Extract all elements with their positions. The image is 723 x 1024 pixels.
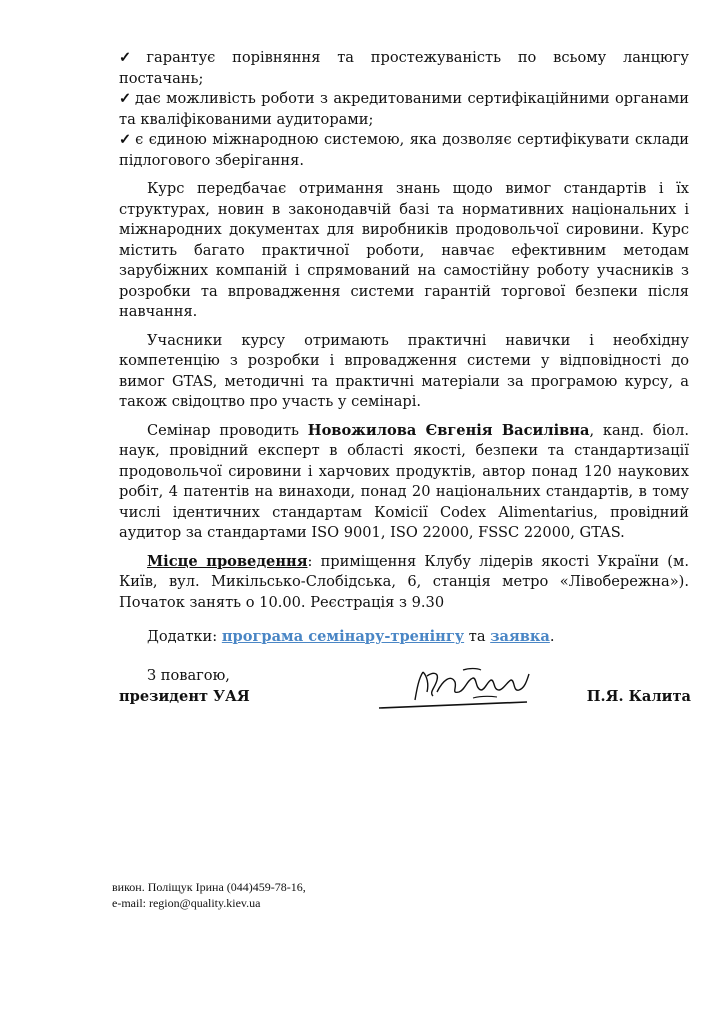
bullet-text-2: дає можливість роботи з акредитованими сертифікаційними органами та кваліфікованими аудиторами; (119, 90, 689, 128)
program-link[interactable]: програма семінару-тренінгу (221, 628, 465, 645)
contact-footer (112, 879, 306, 911)
bullet-item-1 (119, 48, 689, 89)
handwritten-signature-icon (377, 662, 537, 714)
venue-paragraph (119, 552, 689, 614)
application-link[interactable]: заявка (490, 628, 550, 645)
attachments-paragraph (119, 627, 689, 648)
attachments-end: . (549, 628, 555, 645)
check-mark-icon: ✓ (119, 49, 144, 66)
attachments-label: Додатки: (147, 628, 222, 645)
bullet-text-1: гарантує порівняння та простежуваність по всьому ланцюгу постачань; (119, 49, 689, 87)
bullet-text-3: є єдиною міжнародною системою, яка дозволяє сертифікувати склади підлогового зберігання. (119, 131, 690, 169)
contact-person: викон. Поліщук Ірина (044)459-78-16, (112, 880, 306, 894)
contact-email: e-mail: region@quality.kiev.ua (112, 896, 261, 910)
signature-block (119, 666, 691, 726)
venue-label: Місце проведення (147, 552, 308, 570)
signatory-title: президент УАЯ (119, 688, 250, 705)
document-body (119, 48, 689, 648)
bullet-item-2 (119, 89, 689, 130)
signature-greeting: З повагою, (147, 667, 230, 684)
seminar-lead-text: Семінар проводить (147, 421, 308, 439)
check-mark-icon: ✓ (119, 90, 132, 107)
signatory-name: П.Я. Калита (586, 688, 691, 705)
participants-paragraph: Учасники курсу отримають практичні навички і необхідну компетенцію з розробки і впровадження системи у відповідності до вимог GTAS, методичні та практичні матеріали за програмою курсу, а також свідоцтво про участь у семінарі. (119, 331, 689, 410)
lecturer-name: Новожилова Євгенія Василівна (307, 421, 590, 439)
attachments-between: та (464, 628, 491, 645)
course-description-paragraph: Курс передбачає отримання знань щодо вимог стандартів і їх структурах, новин в законодавчій базі та нормативних національних і міжнародних документах для виробників продовольчої сировини. Курс містить багато практичної роботи, навчає ефективним методам зарубіжних компаній і спрямований на самостійну роботу учасників з розробки та впровадження системи гарантій торгової безпеки після навчання. (119, 180, 689, 320)
bullet-item-3 (119, 130, 689, 171)
seminar-lecturer-details: , канд. біол. наук, провідний експерт в області якості, безпеки та стандартизації продовольчої сировини і харчових продуктів, автор понад 120 наукових робіт, 4 патентів на винаходи, понад 20 національних стандартів, в тому числі ідентичних стандартам Комісії Codex Alimentarius, провідний аудитор за стандартами ISO 9001, ISO 22000, FSSC 22000, GTAS. (119, 421, 689, 541)
seminar-lead-paragraph (119, 421, 689, 544)
check-mark-icon: ✓ (119, 131, 133, 148)
venue-text: : приміщення Клубу лідерів якості України (м. Київ, вул. Микільсько-Слобідська, 6, станція метро «Лівобережна»). Початок занять о 10.00. Реєстрація з 9.30 (119, 552, 689, 611)
